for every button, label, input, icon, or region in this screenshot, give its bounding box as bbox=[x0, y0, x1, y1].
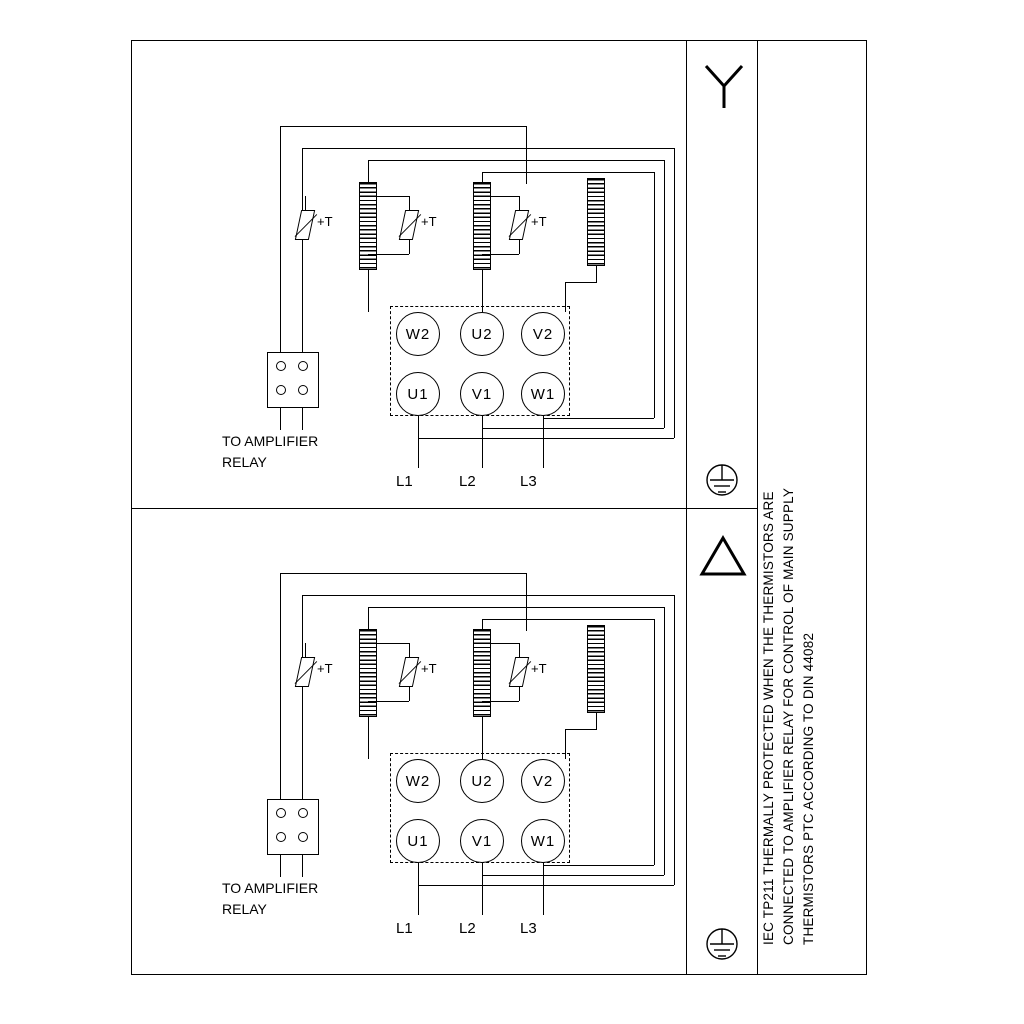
wire bbox=[654, 172, 655, 418]
wire bbox=[418, 416, 419, 468]
phase-label-l2: L2 bbox=[459, 473, 476, 490]
connector-hole bbox=[298, 832, 308, 842]
panel2-symbol-divider bbox=[686, 508, 687, 975]
wire bbox=[596, 266, 597, 282]
wire bbox=[409, 643, 410, 657]
winding-coil bbox=[587, 178, 605, 266]
wire bbox=[280, 573, 281, 803]
wire bbox=[305, 643, 306, 657]
note-column-divider bbox=[757, 40, 758, 975]
wire bbox=[302, 408, 303, 430]
wire bbox=[418, 438, 674, 439]
wire bbox=[368, 254, 409, 255]
thermistor-label: +T bbox=[421, 661, 437, 676]
thermistor-label: +T bbox=[421, 214, 437, 229]
wire bbox=[674, 595, 675, 885]
wire bbox=[543, 865, 654, 866]
wire bbox=[302, 148, 303, 214]
earth-ground-icon bbox=[700, 922, 744, 966]
wire bbox=[482, 428, 664, 429]
wire bbox=[482, 172, 654, 173]
thermistor-label: +T bbox=[317, 214, 333, 229]
wire bbox=[519, 240, 520, 254]
connector-hole bbox=[298, 361, 308, 371]
connector-hole bbox=[276, 832, 286, 842]
wire bbox=[280, 126, 526, 127]
star-wye-icon bbox=[700, 62, 748, 110]
wire bbox=[368, 717, 369, 759]
wire bbox=[543, 416, 544, 468]
phase-label-l3: L3 bbox=[520, 920, 537, 937]
phase-label-l2: L2 bbox=[459, 920, 476, 937]
terminal-w2[interactable]: W2 bbox=[396, 312, 440, 356]
note-column bbox=[762, 40, 862, 975]
connector-label-line2: RELAY bbox=[222, 901, 267, 917]
wire bbox=[368, 160, 369, 184]
wire bbox=[280, 126, 281, 356]
phase-label-l1: L1 bbox=[396, 920, 413, 937]
wire bbox=[418, 885, 674, 886]
note-line-2: CONNECTED TO AMPLIFIER RELAY FOR CONTROL OF MAIN SUPPLY bbox=[781, 487, 796, 945]
wire bbox=[565, 729, 597, 730]
wire bbox=[302, 595, 674, 596]
terminal-v2[interactable]: V2 bbox=[521, 312, 565, 356]
wire bbox=[302, 855, 303, 877]
earth-ground-icon bbox=[700, 458, 744, 502]
wire bbox=[280, 408, 281, 430]
phase-label-l1: L1 bbox=[396, 473, 413, 490]
wire bbox=[280, 573, 526, 574]
wire bbox=[368, 643, 409, 644]
connector-label-line1: TO AMPLIFIER bbox=[222, 433, 319, 449]
wire bbox=[482, 863, 483, 915]
thermistor-label: +T bbox=[531, 214, 547, 229]
wire bbox=[368, 160, 664, 161]
wire bbox=[368, 701, 409, 702]
wire bbox=[418, 863, 419, 915]
wire bbox=[302, 687, 303, 803]
thermistor-label: +T bbox=[531, 661, 547, 676]
wire bbox=[526, 126, 527, 184]
delta-triangle-icon bbox=[698, 534, 748, 578]
wire bbox=[482, 643, 519, 644]
amplifier-connector-block[interactable] bbox=[267, 352, 319, 408]
wire bbox=[409, 240, 410, 254]
panel1-symbol-divider bbox=[686, 40, 687, 508]
connector-hole bbox=[276, 385, 286, 395]
terminal-v1[interactable]: V1 bbox=[460, 819, 504, 863]
wire bbox=[368, 607, 664, 608]
wire bbox=[674, 148, 675, 438]
phase-label-l3: L3 bbox=[520, 473, 537, 490]
wire bbox=[302, 148, 674, 149]
amplifier-connector-block[interactable] bbox=[267, 799, 319, 855]
terminal-v2[interactable]: V2 bbox=[521, 759, 565, 803]
note-line-1: IEC TP211 THERMALLY PROTECTED WHEN THE THERMISTORS ARE bbox=[761, 491, 776, 945]
connector-hole bbox=[298, 385, 308, 395]
thermistor-label: +T bbox=[317, 661, 333, 676]
connector-label-line1: TO AMPLIFIER bbox=[222, 880, 319, 896]
terminal-w1[interactable]: W1 bbox=[521, 372, 565, 416]
connector-hole bbox=[276, 361, 286, 371]
wire bbox=[409, 196, 410, 210]
wire bbox=[482, 254, 519, 255]
terminal-u2[interactable]: U2 bbox=[460, 759, 504, 803]
wire bbox=[664, 607, 665, 875]
wire bbox=[368, 196, 409, 197]
wire bbox=[519, 687, 520, 701]
wire bbox=[482, 875, 664, 876]
connector-label-line2: RELAY bbox=[222, 454, 267, 470]
wire bbox=[368, 270, 369, 312]
wire bbox=[543, 863, 544, 915]
wire bbox=[305, 196, 306, 210]
wire bbox=[368, 607, 369, 631]
wire bbox=[280, 855, 281, 877]
connector-hole bbox=[276, 808, 286, 818]
terminal-w2[interactable]: W2 bbox=[396, 759, 440, 803]
wire bbox=[482, 416, 483, 468]
connector-hole bbox=[298, 808, 308, 818]
wire bbox=[565, 282, 597, 283]
wire bbox=[302, 240, 303, 356]
terminal-w1[interactable]: W1 bbox=[521, 819, 565, 863]
wire bbox=[526, 573, 527, 631]
wire bbox=[409, 687, 410, 701]
terminal-v1[interactable]: V1 bbox=[460, 372, 504, 416]
wire bbox=[654, 619, 655, 865]
terminal-u1[interactable]: U1 bbox=[396, 372, 440, 416]
wire bbox=[596, 713, 597, 729]
wire bbox=[519, 196, 520, 210]
winding-coil bbox=[587, 625, 605, 713]
wire bbox=[302, 595, 303, 661]
wire bbox=[664, 160, 665, 428]
wire bbox=[519, 643, 520, 657]
panel-divider bbox=[131, 508, 757, 509]
wire bbox=[482, 701, 519, 702]
wire bbox=[482, 619, 654, 620]
wire bbox=[543, 418, 654, 419]
wire bbox=[482, 196, 519, 197]
terminal-u2[interactable]: U2 bbox=[460, 312, 504, 356]
note-line-3: THERMISTORS PTC ACCORDING TO DIN 44082 bbox=[801, 632, 816, 945]
terminal-u1[interactable]: U1 bbox=[396, 819, 440, 863]
